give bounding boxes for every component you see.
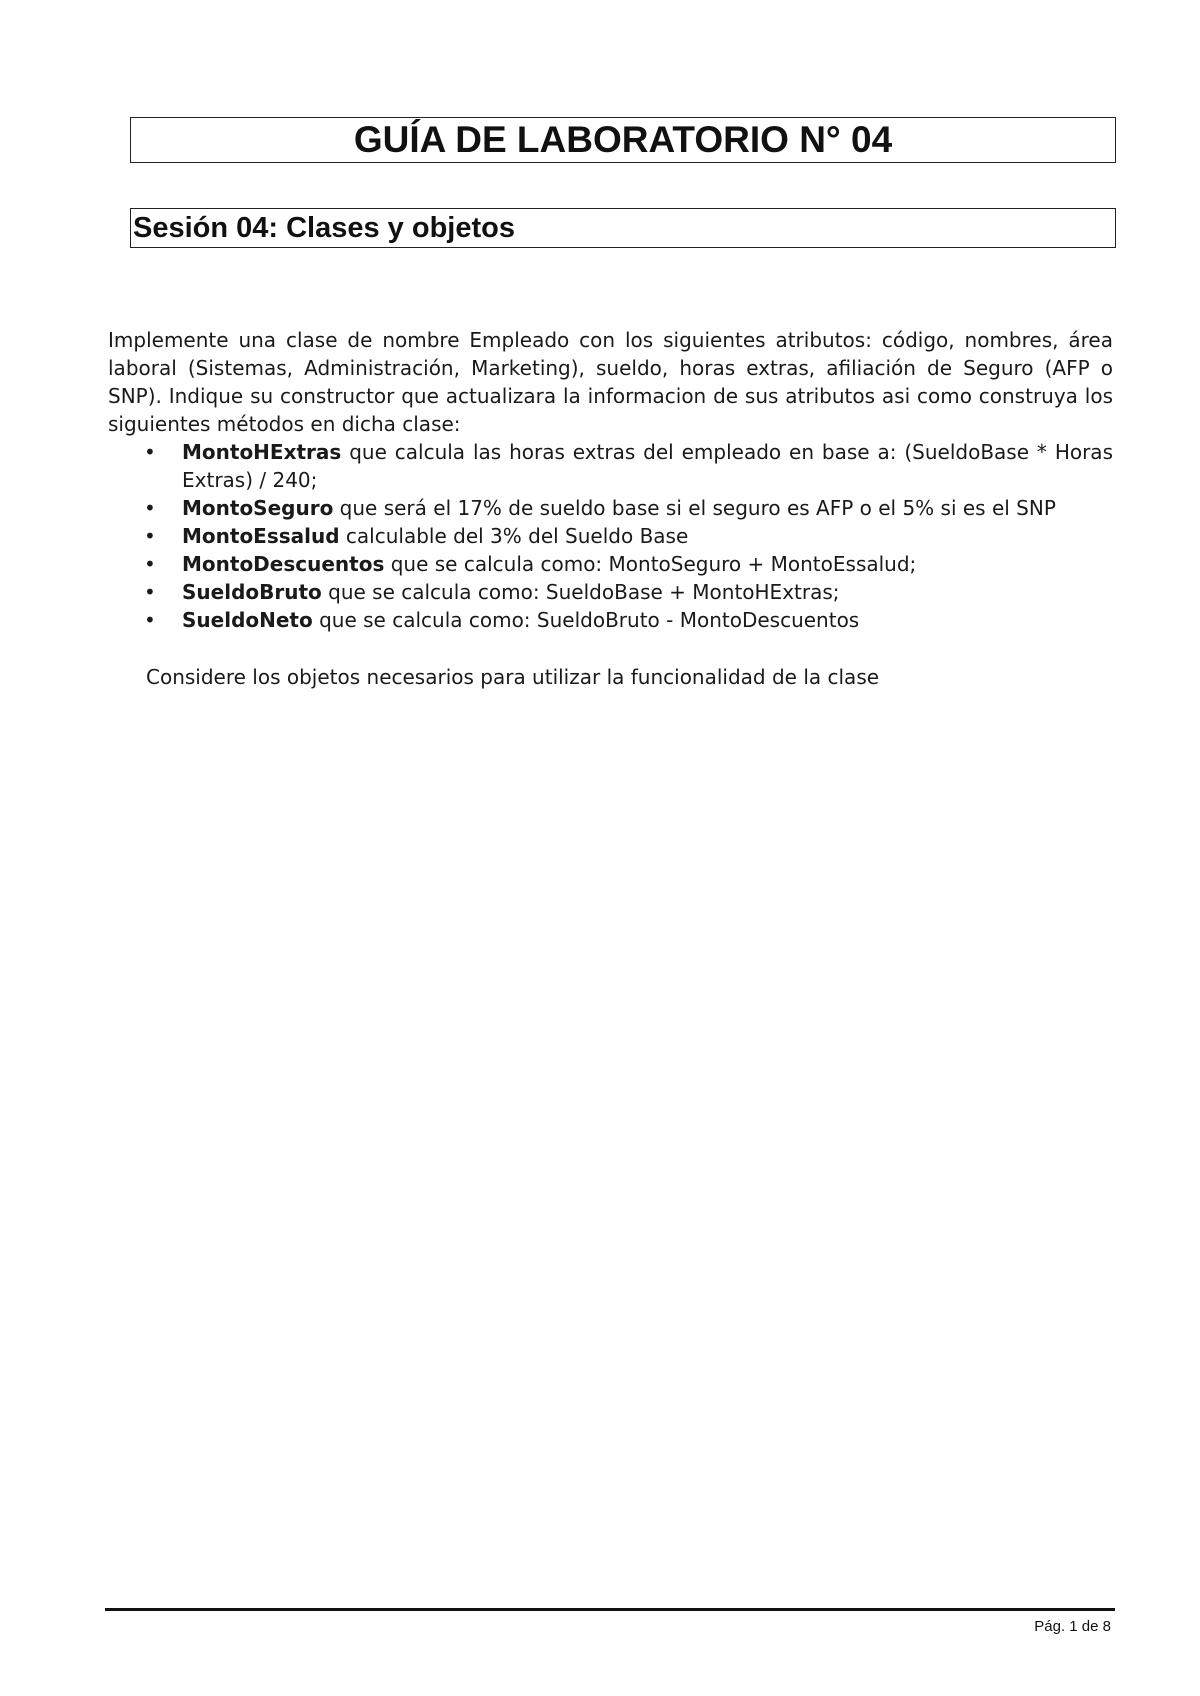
- bullet-icon: •: [144, 440, 156, 464]
- bullet-icon: •: [144, 552, 156, 576]
- method-item-monto-descuentos: [108, 550, 1113, 578]
- method-item-monto-hextras: [108, 438, 1113, 494]
- document-body: [108, 326, 1113, 691]
- method-description: calculable del 3% del Sueldo Base: [339, 524, 689, 548]
- session-heading: Sesión 04: Clases y objetos: [130, 208, 1116, 248]
- method-description: que calcula las horas extras del empleado en base a: (SueldoBase * Horas Extras) / 240;: [182, 440, 1113, 492]
- method-name: SueldoNeto: [182, 608, 313, 632]
- intro-paragraph: Implemente una clase de nombre Empleado con los siguientes atributos: código, nombres, área laboral (Sistemas, Administración, Marketing), sueldo, horas extras, afiliación de Seguro (AFP o SNP). Indique su constructor que actualizara la informacion de sus atributos asi como construya los siguientes métodos en dicha clase:: [108, 328, 1113, 436]
- closing-paragraph: Considere los objetos necesarios para utilizar la funcionalidad de la clase: [146, 665, 880, 689]
- method-item-sueldo-bruto: [108, 578, 1113, 606]
- method-name: MontoEssalud: [182, 524, 340, 548]
- bullet-icon: •: [144, 524, 156, 548]
- method-name: SueldoBruto: [182, 580, 322, 604]
- method-description: que se calcula como: SueldoBase + MontoHExtras;: [321, 580, 840, 604]
- bullet-icon: •: [144, 580, 156, 604]
- method-description: que se calcula como: SueldoBruto - MontoDescuentos: [312, 608, 860, 632]
- method-name: MontoDescuentos: [182, 552, 385, 576]
- bullet-icon: •: [144, 496, 156, 520]
- bullet-icon: •: [144, 608, 156, 632]
- method-item-sueldo-neto: [108, 606, 1113, 634]
- methods-list: [108, 438, 1113, 634]
- method-item-monto-essalud: [108, 522, 1113, 550]
- page-number: Pág. 1 de 8: [1034, 1618, 1111, 1635]
- method-description: que se calcula como: MontoSeguro + MontoEssalud;: [384, 552, 917, 576]
- method-name: MontoHExtras: [182, 440, 342, 464]
- document-title: GUÍA DE LABORATORIO N° 04: [130, 117, 1116, 163]
- footer-divider: [105, 1608, 1115, 1611]
- method-description: que será el 17% de sueldo base si el seguro es AFP o el 5% si es el SNP: [333, 496, 1056, 520]
- method-name: MontoSeguro: [182, 496, 334, 520]
- method-item-monto-seguro: [108, 494, 1113, 522]
